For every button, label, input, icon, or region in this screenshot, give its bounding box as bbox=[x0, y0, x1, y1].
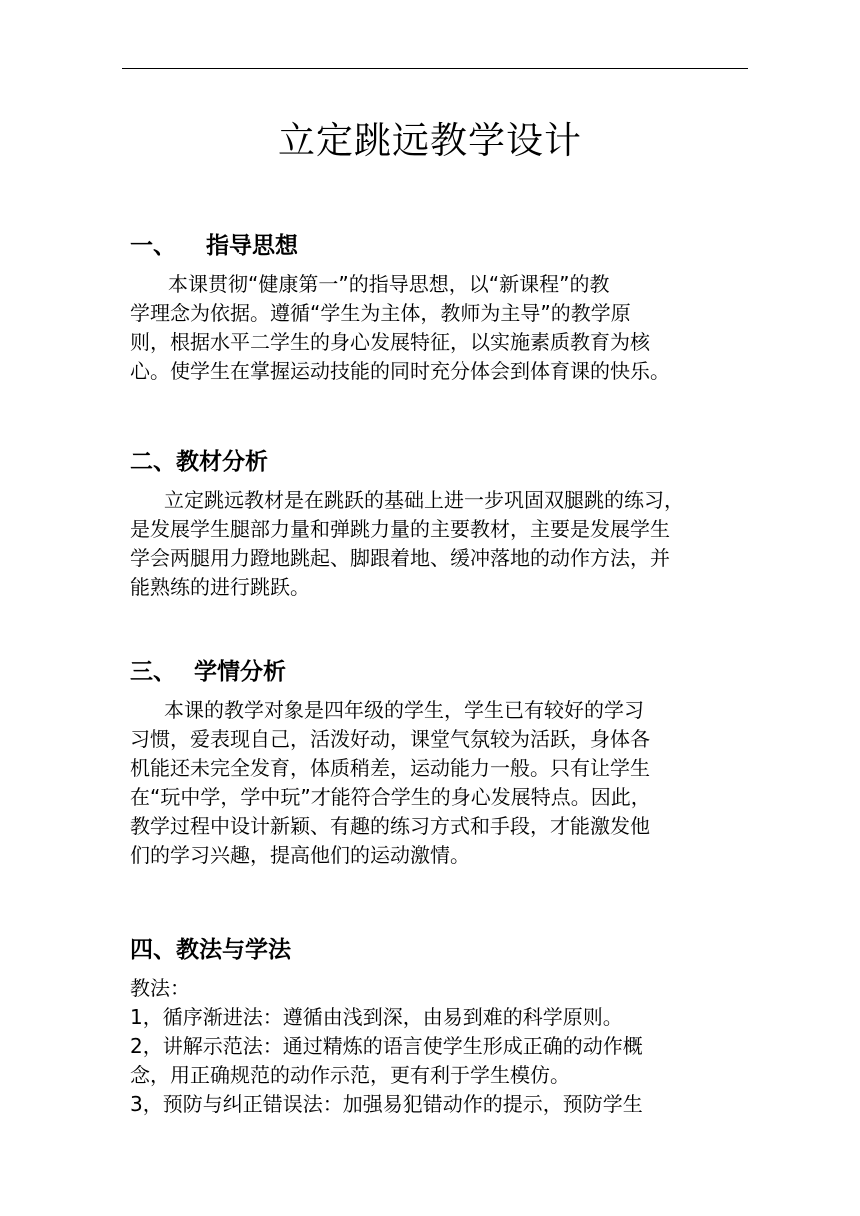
section-heading bbox=[130, 654, 750, 690]
section-title: 学情分析 bbox=[194, 659, 286, 685]
section-heading bbox=[130, 228, 750, 264]
section-heading bbox=[130, 932, 750, 968]
paragraph-line: 立定跳远教材是在跳跃的基础上进一步巩固双腿跳的练习， bbox=[164, 488, 684, 512]
section-title: 指导思想 bbox=[206, 233, 298, 259]
paragraph-line: 教法： bbox=[130, 976, 190, 1000]
paragraph-line: 学会两腿用力蹬地跳起、脚跟着地、缓冲落地的动作方法，并 bbox=[130, 546, 670, 570]
document-title: 立定跳远教学设计 bbox=[278, 119, 582, 162]
paragraph-line: 机能还未完全发育，体质稍差，运动能力一般。只有让学生 bbox=[130, 756, 650, 780]
paragraph-line: 则，根据水平二学生的身心发展特征，以实施素质教育为核 bbox=[130, 330, 650, 354]
section-title: 四、教法与学法 bbox=[130, 937, 291, 963]
section-heading bbox=[130, 444, 750, 480]
paragraph-line: 能熟练的进行跳跃。 bbox=[130, 575, 310, 599]
section-number: 三、 bbox=[130, 659, 176, 685]
section-paragraph bbox=[130, 974, 750, 1119]
paragraph-line: 1，循序渐进法：遵循由浅到深，由易到难的科学原则。 bbox=[130, 1005, 623, 1029]
paragraph-line: 本课的教学对象是四年级的学生，学生已有较好的学习 bbox=[164, 698, 644, 722]
section-paragraph bbox=[130, 486, 750, 602]
paragraph-line: 2，讲解示范法：通过精炼的语言使学生形成正确的动作概 bbox=[130, 1034, 643, 1058]
section-methods bbox=[130, 932, 750, 1119]
header-rule bbox=[122, 68, 748, 69]
paragraph-line: 本课贯彻“健康第一”的指导思想，以“新课程”的教 bbox=[168, 272, 610, 296]
paragraph-line: 心。使学生在掌握运动技能的同时充分体会到体育课的快乐。 bbox=[130, 359, 670, 383]
paragraph-line: 是发展学生腿部力量和弹跳力量的主要教材，主要是发展学生 bbox=[130, 517, 670, 541]
section-number: 一、 bbox=[130, 233, 176, 259]
section-paragraph bbox=[130, 696, 750, 870]
paragraph-line: 念，用正确规范的动作示范，更有利于学生模仿。 bbox=[130, 1063, 570, 1087]
paragraph-line: 们的学习兴趣，提高他们的运动激情。 bbox=[130, 843, 470, 867]
section-material-analysis bbox=[130, 444, 750, 602]
section-paragraph bbox=[130, 270, 750, 386]
paragraph-line: 学理念为依据。遵循“学生为主体，教师为主导”的教学原 bbox=[130, 301, 631, 325]
paragraph-line: 在“玩中学，学中玩”才能符合学生的身心发展特点。因此， bbox=[130, 785, 651, 809]
paragraph-line: 教学过程中设计新颖、有趣的练习方式和手段，才能激发他 bbox=[130, 814, 650, 838]
paragraph-line: 3，预防与纠正错误法：加强易犯错动作的提示，预防学生 bbox=[130, 1092, 643, 1116]
paragraph-line: 习惯，爱表现自己，活泼好动，课堂气氛较为活跃，身体各 bbox=[130, 727, 650, 751]
section-guiding-ideology bbox=[130, 228, 750, 386]
section-student-analysis bbox=[130, 654, 750, 870]
section-title: 二、教材分析 bbox=[130, 449, 268, 475]
